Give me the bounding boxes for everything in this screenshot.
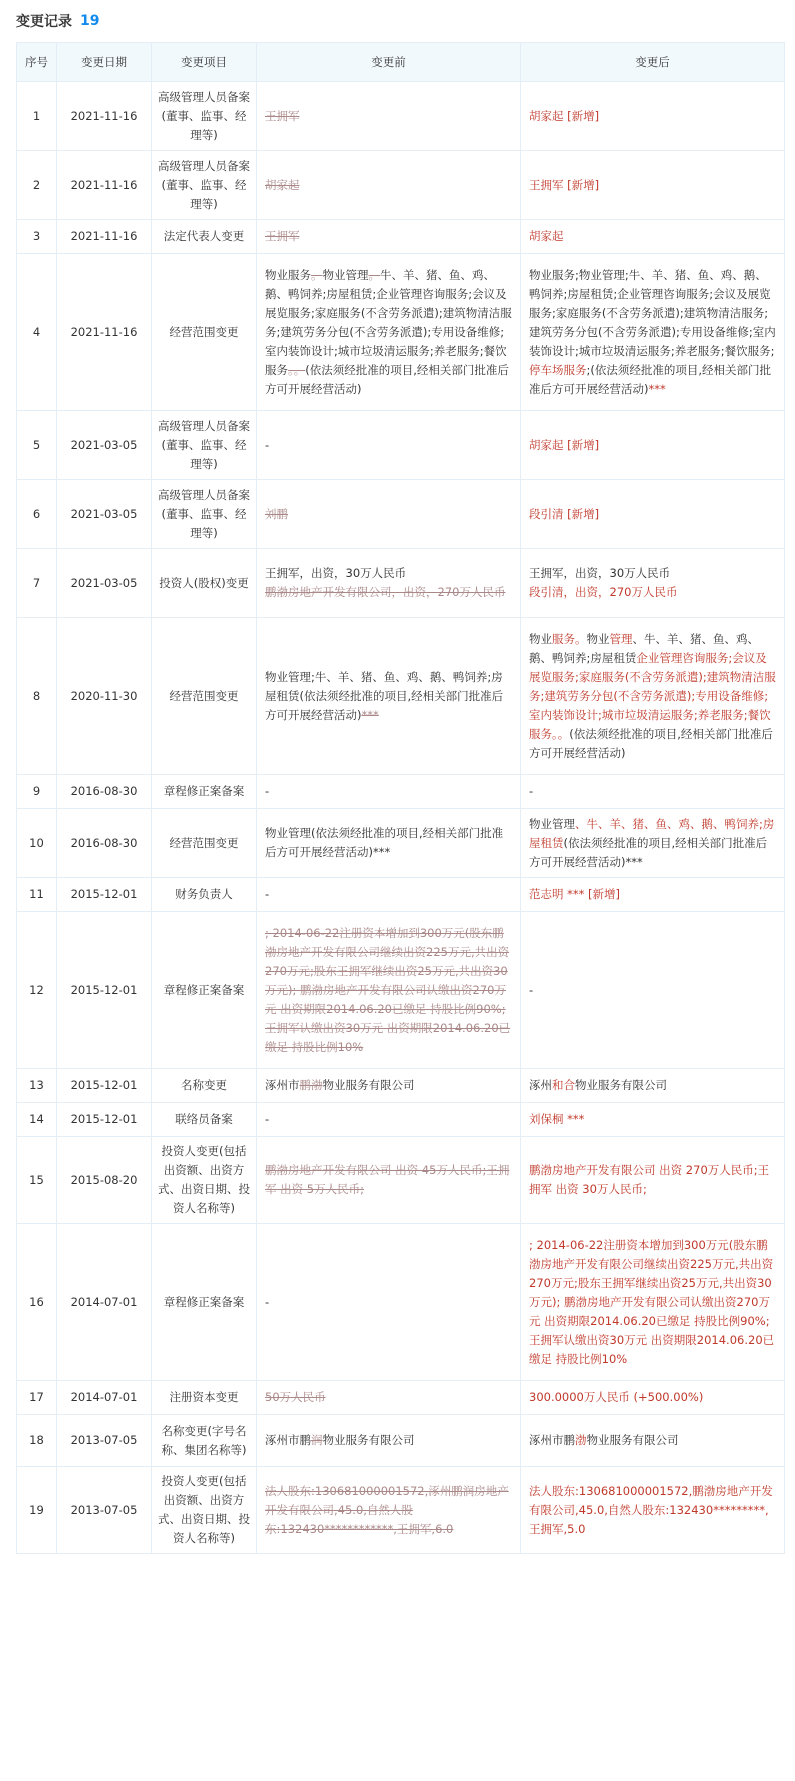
row-number: 7 (17, 549, 57, 618)
change-date: 2020-11-30 (57, 618, 152, 775)
change-item: 高级管理人员备案(董事、监事、经理等) (152, 480, 257, 549)
row-number: 16 (17, 1224, 57, 1381)
table-row (17, 1137, 785, 1224)
value-after (521, 1224, 785, 1381)
change-text: 物业服务有限公司 (322, 1078, 415, 1092)
change-text: 物业服务有限公司 (575, 1078, 667, 1092)
removed-text: 鹏渤房地产开发有限公司，出资，270万人民币 (265, 585, 506, 599)
added-text: 胡家起 [新增] (529, 108, 600, 123)
change-date: 2015-12-01 (57, 878, 152, 912)
change-date: 2021-11-16 (57, 254, 152, 411)
change-text: - (265, 1294, 270, 1309)
added-text: 停车场服务 (529, 362, 587, 377)
change-item: 注册资本变更 (152, 1381, 257, 1415)
added-text: 段引清，出资，270万人民币 (529, 585, 678, 599)
change-date: 2015-12-01 (57, 912, 152, 1069)
row-number: 14 (17, 1103, 57, 1137)
change-item: 章程修正案备案 (152, 775, 257, 809)
change-date: 2016-08-30 (57, 775, 152, 809)
value-before (257, 1224, 521, 1381)
added-text: 范志明 *** [新增] (529, 887, 621, 901)
removed-text: 润 (311, 1433, 323, 1447)
value-after (521, 1137, 785, 1224)
table-row (17, 151, 785, 220)
change-item: 章程修正案备案 (152, 1224, 257, 1381)
added-text: 法人股东:130681000001572,鹏渤房地产开发有限公司,45.0,自然人股东:132430*********,王拥军,5.0 (529, 1483, 773, 1536)
record-count: 19 (80, 13, 100, 29)
column-header-date: 变更日期 (57, 43, 152, 82)
value-before (257, 480, 521, 549)
table-row (17, 220, 785, 254)
value-before (257, 549, 521, 618)
value-before (257, 411, 521, 480)
removed-text: 王拥军 (265, 229, 300, 243)
change-text: 、牛、羊、猪、鱼、鸡、鹅、鸭饲养;房屋租赁 (529, 631, 759, 665)
value-after (521, 1381, 785, 1415)
value-after (521, 151, 785, 220)
change-date: 2021-11-16 (57, 82, 152, 151)
table-row (17, 480, 785, 549)
change-text: - (265, 784, 270, 798)
value-after (521, 618, 785, 775)
value-before (257, 775, 521, 809)
added-text: 300.0000万人民币 (+500.00%) (529, 1390, 704, 1404)
change-date: 2021-03-05 (57, 549, 152, 618)
change-text: - (529, 982, 534, 997)
change-text: 涿州市鹏 (265, 1433, 311, 1447)
change-item: 名称变更 (152, 1069, 257, 1103)
change-text: (依法须经批准的项目,经相关部门批准后方可开展经营活动) (265, 362, 509, 396)
change-text: - (265, 1112, 270, 1126)
added-text: 鹏渤房地产开发有限公司 出资 270万人民币;王拥军 出资 30万人民币; (529, 1163, 770, 1196)
added-text: 企业管理咨询服务;会议及展览服务;家庭服务(不含劳务派遣);建筑物清洁服务;建筑劳务分包(不含劳务派遣);专用设备维修;室内装饰设计;城市垃圾清运服务;养老服务;餐饮服务。。 (529, 650, 776, 741)
change-item: 高级管理人员备案(董事、监事、经理等) (152, 82, 257, 151)
change-text: 牛、羊、猪、鱼、鸡、鹅、鸭饲养;房屋租赁;企业管理咨询服务;会议及展览服务;家庭服务(不含劳务派遣);建筑物清洁服务;建筑劳务分包(不含劳务派遣);专用设备维修;室内装饰设计;城市垃圾清运服务;养老服务;餐饮服务 (265, 267, 512, 377)
table-header-row (17, 43, 785, 82)
value-before (257, 220, 521, 254)
column-header-item: 变更项目 (152, 43, 257, 82)
column-header-after: 变更后 (521, 43, 785, 82)
value-after (521, 878, 785, 912)
change-text: 物业管理 (322, 267, 369, 282)
value-after (521, 1467, 785, 1554)
added-text: 胡家起 (529, 229, 564, 243)
change-item: 财务负责人 (152, 878, 257, 912)
value-before (257, 618, 521, 775)
value-after (521, 1415, 785, 1467)
value-after (521, 1103, 785, 1137)
change-text: 物业管理;牛、羊、猪、鱼、鸡、鹅、鸭饲养;房屋租赁(依法须经批准的项目,经相关部门批准后方可开展经营活动) (265, 669, 504, 722)
added-text: ; 2014-06-22注册资本增加到300万元(股东鹏渤房地产开发有限公司继续出资225万元,共出资270万元;股东王拥军继续出资25万元,共出资30万元); 鹏渤房地产开发有限公司认缴出资270万元 出资期限2014.06.20已缴足 持股比例90%; 王拥军认缴出资30万元 出资期限2014.06.20已缴足 持股比例10% (529, 1237, 775, 1366)
row-number: 12 (17, 912, 57, 1069)
change-item: 投资人变更(包括出资额、出资方式、出资日期、投资人名称等) (152, 1467, 257, 1554)
removed-text: 鹏渤房地产开发有限公司 出资 45万人民币;王拥军 出资 5万人民币; (265, 1163, 510, 1196)
change-item: 名称变更(字号名称、集团名称等) (152, 1415, 257, 1467)
added-text: 渤 (575, 1433, 587, 1447)
change-item: 投资人(股权)变更 (152, 549, 257, 618)
change-date: 2014-07-01 (57, 1381, 152, 1415)
table-row (17, 1381, 785, 1415)
value-before (257, 254, 521, 411)
added-text: 管理 (609, 631, 633, 646)
change-date: 2021-11-16 (57, 220, 152, 254)
change-date: 2013-07-05 (57, 1467, 152, 1554)
change-item: 经营范围变更 (152, 809, 257, 878)
row-number: 15 (17, 1137, 57, 1224)
change-records-table (16, 42, 785, 1554)
change-text: 涿州市鹏 (529, 1433, 575, 1447)
change-text: 物业服务有限公司 (586, 1433, 679, 1447)
change-text: - (265, 437, 270, 452)
change-text: 王拥军，出资，30万人民币 (529, 566, 671, 580)
change-item: 法定代表人变更 (152, 220, 257, 254)
value-before (257, 1415, 521, 1467)
table-row (17, 254, 785, 411)
value-before (257, 82, 521, 151)
change-text: 物业管理 (529, 816, 575, 831)
removed-text: 。。 (288, 362, 306, 377)
added-text: 王拥军 [新增] (529, 177, 600, 192)
value-after (521, 775, 785, 809)
table-row (17, 878, 785, 912)
change-date: 2013-07-05 (57, 1415, 152, 1467)
row-number: 19 (17, 1467, 57, 1554)
change-text: 涿州市 (265, 1078, 300, 1092)
table-row (17, 1069, 785, 1103)
table-row (17, 912, 785, 1069)
row-number: 9 (17, 775, 57, 809)
change-item: 高级管理人员备案(董事、监事、经理等) (152, 151, 257, 220)
change-date: 2015-12-01 (57, 1069, 152, 1103)
removed-text: 王拥军 (265, 108, 300, 123)
removed-text: 胡家起 (265, 177, 300, 192)
change-date: 2021-03-05 (57, 411, 152, 480)
added-text: 段引清 [新增] (529, 506, 600, 521)
added-text: *** (648, 381, 666, 396)
added-text: 、牛、羊、猪、鱼、鸡、鹅、鸭饲养;房屋租赁 (529, 816, 775, 850)
change-date: 2021-11-16 (57, 151, 152, 220)
change-date: 2015-12-01 (57, 1103, 152, 1137)
change-text: 物业服务 (265, 267, 311, 282)
added-text: 和合 (552, 1078, 575, 1092)
value-after (521, 254, 785, 411)
change-item: 经营范围变更 (152, 254, 257, 411)
removed-text: 50万人民币 (265, 1390, 326, 1404)
value-after (521, 912, 785, 1069)
table-row (17, 411, 785, 480)
change-text: 物业 (586, 631, 610, 646)
removed-text: 法人股东:130681000001572,涿州鹏润房地产开发有限公司,45.0,自然人股东:132430************,王拥军,6.0 (265, 1483, 509, 1536)
table-row (17, 1103, 785, 1137)
removed-text: 刘鹏 (265, 506, 288, 521)
added-text: 服务。 (552, 631, 587, 646)
change-item: 章程修正案备案 (152, 912, 257, 1069)
table-row (17, 1224, 785, 1381)
change-text: (依法须经批准的项目,经相关部门批准后方可开展经营活动)*** (529, 835, 768, 869)
value-after (521, 480, 785, 549)
change-text: 物业 (529, 631, 552, 646)
table-row (17, 549, 785, 618)
change-text: (依法须经批准的项目,经相关部门批准后方可开展经营活动) (529, 726, 773, 760)
row-number: 18 (17, 1415, 57, 1467)
change-date: 2014-07-01 (57, 1224, 152, 1381)
removed-text: 。 (368, 267, 380, 282)
row-number: 5 (17, 411, 57, 480)
row-number: 3 (17, 220, 57, 254)
table-row (17, 82, 785, 151)
change-date: 2015-08-20 (57, 1137, 152, 1224)
change-text: 物业管理(依法须经批准的项目,经相关部门批准后方可开展经营活动)*** (265, 826, 504, 859)
row-number: 4 (17, 254, 57, 411)
value-before (257, 1103, 521, 1137)
value-after (521, 220, 785, 254)
row-number: 13 (17, 1069, 57, 1103)
added-text: 刘保桐 *** (529, 1112, 585, 1126)
removed-text: 。 (311, 267, 323, 282)
change-item: 经营范围变更 (152, 618, 257, 775)
removed-text: ; 2014-06-22注册资本增加到300万元(股东鹏渤房地产开发有限公司继续出资225万元,共出资270万元;股东王拥军继续出资25万元,共出资30万元); 鹏渤房地产开发有限公司认缴出资270万元 出资期限2014.06.20已缴足 持股比例90%; 王拥军认缴出资30万元 出资期限2014.06.20已缴足 持股比例10% (265, 925, 511, 1054)
row-number: 6 (17, 480, 57, 549)
table-row (17, 1467, 785, 1554)
table-row (17, 1415, 785, 1467)
table-row (17, 809, 785, 878)
value-after (521, 411, 785, 480)
value-before (257, 912, 521, 1069)
value-before (257, 1069, 521, 1103)
change-text: 涿州 (529, 1078, 552, 1092)
change-text: - (529, 784, 534, 798)
value-after (521, 1069, 785, 1103)
value-before (257, 1137, 521, 1224)
table-row (17, 775, 785, 809)
change-text: ;(依法须经批准的项目,经相关部门批准后方可开展经营活动) (529, 362, 772, 396)
column-header-no: 序号 (17, 43, 57, 82)
change-text: - (265, 887, 270, 901)
value-before (257, 1467, 521, 1554)
added-text: 胡家起 [新增] (529, 437, 600, 452)
change-item: 高级管理人员备案(董事、监事、经理等) (152, 411, 257, 480)
change-text: 王拥军，出资，30万人民币 (265, 566, 407, 580)
row-number: 17 (17, 1381, 57, 1415)
row-number: 11 (17, 878, 57, 912)
value-after (521, 82, 785, 151)
row-number: 10 (17, 809, 57, 878)
change-item: 联络员备案 (152, 1103, 257, 1137)
value-after (521, 809, 785, 878)
change-date: 2021-03-05 (57, 480, 152, 549)
table-row (17, 618, 785, 775)
value-before (257, 809, 521, 878)
row-number: 8 (17, 618, 57, 775)
section-header (0, 0, 795, 42)
value-before (257, 151, 521, 220)
value-before (257, 1381, 521, 1415)
removed-text: 鹏渤 (299, 1078, 323, 1092)
change-item: 投资人变更(包括出资额、出资方式、出资日期、投资人名称等) (152, 1137, 257, 1224)
column-header-before: 变更前 (257, 43, 521, 82)
row-number: 1 (17, 82, 57, 151)
change-text: 物业服务有限公司 (322, 1433, 415, 1447)
row-number: 2 (17, 151, 57, 220)
section-title: 变更记录 (16, 14, 72, 30)
removed-text: *** (361, 707, 379, 722)
value-after (521, 549, 785, 618)
value-before (257, 878, 521, 912)
change-text: 物业服务;物业管理;牛、羊、猪、鱼、鸡、鹅、鸭饲养;房屋租赁;企业管理咨询服务;会议及展览服务;家庭服务(不含劳务派遣);建筑物清洁服务;建筑劳务分包(不含劳务派遣);专用设备维修;室内装饰设计;城市垃圾清运服务;养老服务;餐饮服务; (529, 267, 776, 358)
change-date: 2016-08-30 (57, 809, 152, 878)
